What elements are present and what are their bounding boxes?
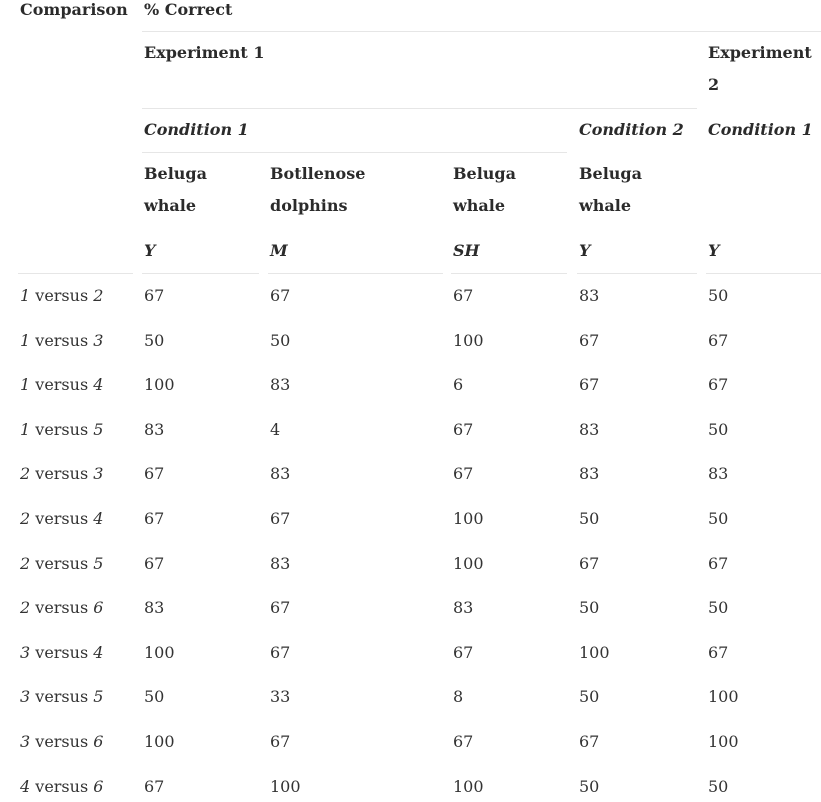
table-cell: 67 — [453, 419, 474, 439]
header-condition-1: Condition 1 — [144, 120, 249, 139]
header-subject: SH — [453, 241, 480, 260]
table-cell: 50 — [708, 598, 729, 618]
comparison-label — [20, 637, 103, 668]
comparison-versus: versus — [30, 375, 94, 395]
table-cell: 67 — [708, 375, 729, 395]
table-cell: 50 — [708, 509, 729, 528]
table-cell: 50 — [144, 330, 165, 350]
table-cell: 67 — [453, 286, 474, 305]
comparison-a: 2 — [20, 598, 31, 618]
comparison-label — [20, 458, 103, 489]
table-cell: 83 — [579, 286, 600, 305]
comparison-a: 1 — [20, 286, 31, 305]
comparison-b: 4 — [93, 375, 104, 395]
comparison-b: 4 — [93, 509, 104, 528]
table-cell: 67 — [270, 732, 291, 751]
comparison-b: 2 — [93, 286, 104, 305]
table-cell: 50 — [708, 286, 729, 305]
comparison-a: 3 — [20, 732, 31, 751]
comparison-a: 2 — [20, 553, 31, 573]
header-subject: Y — [579, 241, 591, 260]
header-experiment-2-line2: 2 — [708, 75, 720, 94]
table-cell: 67 — [144, 553, 165, 573]
header-species-line2: whale — [579, 196, 632, 215]
table-cell: 100 — [453, 776, 484, 796]
table-cell: 8 — [453, 687, 464, 707]
table-cell: 83 — [270, 375, 291, 395]
divider — [18, 273, 133, 274]
header-species-line2: whale — [453, 196, 506, 215]
header-comparison: Comparison — [20, 0, 128, 19]
comparison-b: 6 — [93, 598, 104, 618]
table-cell: 83 — [144, 598, 165, 618]
header-species-line1: Beluga — [453, 164, 516, 183]
comparison-label — [20, 681, 103, 712]
header-species-line2: whale — [144, 196, 197, 215]
table-cell: 100 — [708, 687, 739, 707]
comparison-b: 3 — [93, 464, 104, 484]
header-subject: Y — [144, 241, 156, 260]
comparison-a: 2 — [20, 509, 31, 528]
table-cell: 83 — [144, 419, 165, 439]
table-cell: 83 — [453, 598, 474, 618]
table-cell: 50 — [708, 776, 729, 796]
header-species-line2: dolphins — [270, 196, 348, 215]
header-species-line1: Beluga — [144, 164, 207, 183]
comparison-b: 5 — [93, 687, 104, 707]
divider — [142, 108, 697, 109]
table-cell: 67 — [579, 375, 600, 395]
comparison-versus: versus — [30, 776, 94, 796]
table-cell: 50 — [579, 598, 600, 618]
header-subject: Y — [708, 241, 720, 260]
table-cell: 67 — [579, 732, 600, 751]
table-cell: 83 — [270, 553, 291, 573]
header-species-line1: Beluga — [579, 164, 642, 183]
comparison-b: 4 — [93, 642, 104, 662]
table-cell: 50 — [708, 419, 729, 439]
comparison-label — [20, 503, 103, 534]
table-cell: 83 — [708, 464, 729, 484]
table-cell: 67 — [579, 330, 600, 350]
divider — [706, 273, 821, 274]
comparison-versus: versus — [30, 330, 94, 350]
comparison-versus: versus — [30, 732, 94, 751]
table-cell: 100 — [144, 375, 175, 395]
table-cell: 67 — [453, 732, 474, 751]
table-cell: 67 — [144, 776, 165, 796]
table-cell: 83 — [270, 464, 291, 484]
table-cell: 100 — [708, 732, 739, 751]
table-cell: 100 — [453, 553, 484, 573]
table-cell: 67 — [453, 642, 474, 662]
comparison-versus: versus — [30, 598, 94, 618]
table-cell: 67 — [144, 286, 165, 305]
table-cell: 67 — [270, 509, 291, 528]
divider — [142, 31, 821, 32]
divider — [451, 273, 567, 274]
header-subject: M — [270, 241, 288, 260]
table-cell: 100 — [579, 642, 610, 662]
table-cell: 50 — [144, 687, 165, 707]
comparison-a: 1 — [20, 419, 31, 439]
comparison-b: 3 — [93, 330, 104, 350]
comparison-versus: versus — [30, 642, 94, 662]
comparison-b: 5 — [93, 553, 104, 573]
table-cell: 4 — [270, 419, 281, 439]
divider — [268, 273, 443, 274]
comparison-versus: versus — [30, 464, 94, 484]
comparison-versus: versus — [30, 509, 94, 528]
comparison-label — [20, 369, 103, 400]
table-cell: 50 — [270, 330, 291, 350]
table-cell: 50 — [579, 776, 600, 796]
comparison-label — [20, 280, 103, 311]
header-percent-correct: % Correct — [144, 0, 233, 19]
table-cell: 50 — [579, 687, 600, 707]
comparison-versus: versus — [30, 286, 94, 305]
table-cell: 100 — [453, 509, 484, 528]
comparison-label — [20, 592, 103, 623]
table-cell: 67 — [708, 642, 729, 662]
table-cell: 100 — [270, 776, 301, 796]
table-cell: 50 — [579, 509, 600, 528]
table-cell: 83 — [579, 419, 600, 439]
comparison-versus: versus — [30, 553, 94, 573]
comparison-label — [20, 726, 103, 757]
table-cell: 67 — [270, 598, 291, 618]
table-cell: 100 — [144, 642, 175, 662]
comparison-b: 6 — [93, 732, 104, 751]
table-cell: 33 — [270, 687, 291, 707]
comparison-a: 2 — [20, 464, 31, 484]
header-condition-1-exp2: Condition 1 — [708, 120, 813, 139]
table-cell: 100 — [144, 732, 175, 751]
comparison-b: 5 — [93, 419, 104, 439]
table-cell: 67 — [453, 464, 474, 484]
comparison-a: 1 — [20, 330, 31, 350]
comparison-versus: versus — [30, 419, 94, 439]
comparison-label — [20, 548, 103, 579]
table-cell: 67 — [144, 509, 165, 528]
table-cell: 67 — [144, 464, 165, 484]
comparison-label — [20, 771, 103, 802]
comparison-a: 3 — [20, 642, 31, 662]
table-cell: 83 — [579, 464, 600, 484]
comparison-a: 3 — [20, 687, 31, 707]
divider — [577, 273, 697, 274]
table-cell: 6 — [453, 375, 464, 395]
comparison-label — [20, 325, 103, 356]
table-cell: 67 — [270, 286, 291, 305]
comparison-b: 6 — [93, 776, 104, 796]
header-experiment-2-line1: Experiment — [708, 43, 812, 62]
divider — [142, 152, 567, 153]
table-cell: 67 — [579, 553, 600, 573]
comparison-a: 4 — [20, 776, 31, 796]
table-cell: 67 — [708, 553, 729, 573]
header-condition-2: Condition 2 — [579, 120, 684, 139]
table-cell: 100 — [453, 330, 484, 350]
header-experiment-1: Experiment 1 — [144, 43, 265, 62]
table-cell: 67 — [708, 330, 729, 350]
comparison-label — [20, 414, 103, 445]
comparison-a: 1 — [20, 375, 31, 395]
table-cell: 67 — [270, 642, 291, 662]
header-species-line1: Botllenose — [270, 164, 366, 183]
divider — [142, 273, 259, 274]
comparison-versus: versus — [30, 687, 94, 707]
